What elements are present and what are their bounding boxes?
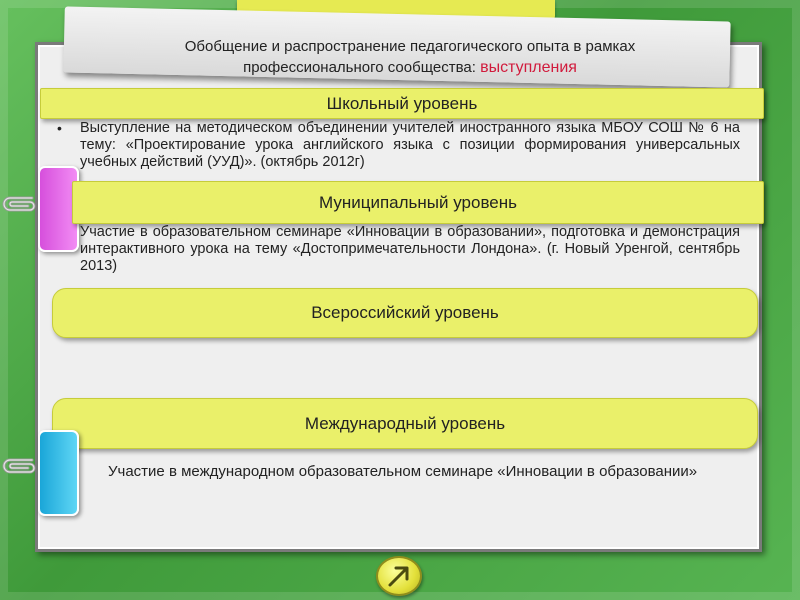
level-municipal-heading: Муниципальный уровень bbox=[72, 181, 764, 224]
level-international-text: Участие в международном образовательном семинаре «Инновации в образовании» bbox=[108, 463, 698, 480]
paperclip-icon bbox=[2, 452, 36, 480]
next-slide-button[interactable] bbox=[376, 556, 422, 596]
level-international-heading: Международный уровень bbox=[52, 398, 758, 449]
bullet-marker: • bbox=[57, 120, 62, 136]
cyan-side-tab bbox=[38, 430, 79, 516]
paperclip-icon bbox=[2, 190, 36, 218]
title-line-2: профессионального сообщества: bbox=[243, 59, 481, 76]
page-title bbox=[110, 36, 710, 78]
level-school-heading: Школьный уровень bbox=[40, 88, 764, 119]
next-arrow-icon bbox=[378, 558, 420, 594]
level-municipal-text: Участие в образовательном семинаре «Инновации в образовании», подготовка и демонстрация интерактивного урока на тему «Достопримечательности Лондона». (г. Новый Уренгой, сентябрь 2013) bbox=[80, 224, 740, 274]
level-national-heading: Всероссийский уровень bbox=[52, 288, 758, 338]
title-accent: выступления bbox=[480, 59, 577, 76]
title-line-1: Обобщение и распространение педагогического опыта в рамках bbox=[184, 38, 636, 55]
level-school-text: Выступление на методическом объединении учителей иностранного языка МБОУ СОШ № 6 на тему: «Проектирование урока английского языка с позиции формирования универсальных учебных действий (УУД)». (октябрь 2012г) bbox=[80, 120, 740, 170]
